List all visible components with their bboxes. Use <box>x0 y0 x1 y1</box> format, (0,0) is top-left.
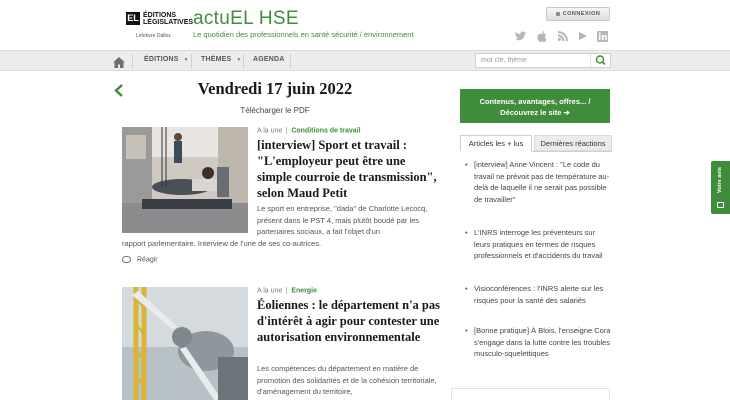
react-label: Réagir <box>137 256 158 264</box>
brand-title[interactable]: actuEL HSE <box>193 8 299 29</box>
sidebar-tabs <box>460 135 612 151</box>
article-image[interactable] <box>122 127 248 233</box>
article-section: A la une <box>257 287 283 295</box>
nav-editions[interactable] <box>144 56 189 63</box>
meta-divider <box>286 287 287 294</box>
nav-editions-label: ÉDITIONS <box>144 56 179 63</box>
home-icon[interactable] <box>113 55 125 66</box>
tab-latest-reactions[interactable]: Dernières réactions <box>534 135 612 151</box>
list-item[interactable]: • L'INRS interroge les préventeurs sur leurs pratiques en termes de risques professionnels et d'accidents du travail <box>462 227 612 262</box>
nav-agenda[interactable]: AGENDA <box>253 56 285 63</box>
logo-line-2: LÉGISLATIVES <box>143 19 194 26</box>
previous-day-arrow-icon[interactable] <box>114 84 124 97</box>
article-excerpt: Le sport en entreprise, "dada" de Charlotte Lecocq, présent dans le PST 4, mais plutôt boudé par les partenaires sociaux, a fait l'objet d'un <box>257 204 428 236</box>
nav-divider <box>243 54 244 68</box>
article-card <box>122 287 442 400</box>
article-card <box>122 127 442 267</box>
search-button[interactable] <box>590 54 610 67</box>
meta-divider <box>286 127 287 134</box>
brand-subtitle: Le quotidien des professionnels en santé sécurité / environnement <box>193 30 414 39</box>
main-nav <box>0 50 730 71</box>
article-image[interactable] <box>122 287 248 400</box>
logo-text <box>143 12 193 26</box>
login-button[interactable] <box>546 7 610 21</box>
feedback-label: Votre avis <box>717 167 723 193</box>
list-item[interactable]: • [Bonne pratique] À Blois, l'enseigne Cora s'engage dans la lutte contre les troubles musculo-squelettiques <box>462 325 612 360</box>
article-category[interactable]: Energie <box>291 287 317 295</box>
apple-icon[interactable] <box>536 31 547 42</box>
tab-most-read[interactable]: Articles les + lus <box>460 135 532 151</box>
site-header <box>0 0 730 50</box>
article-meta <box>257 127 361 134</box>
react-link[interactable] <box>122 256 158 263</box>
article-category[interactable]: Conditions de travail <box>291 127 361 135</box>
cta-line-1: Contenus, avantages, offres... / <box>479 97 591 106</box>
nav-divider <box>290 54 291 68</box>
twitter-icon[interactable] <box>515 31 526 42</box>
nav-divider <box>132 54 133 68</box>
nav-divider <box>191 54 192 68</box>
feedback-tab[interactable] <box>711 161 730 214</box>
list-item[interactable]: • Visioconférences : l'INRS alerte sur les risques pour la santé des salariés <box>462 283 612 306</box>
tab-underline <box>532 151 612 152</box>
logo-mark: EL <box>127 13 139 23</box>
comment-icon <box>122 256 131 263</box>
cta-line-2-label: Découvrez le site <box>500 108 562 117</box>
publisher-logo[interactable] <box>124 10 194 42</box>
logo-line-1: ÉDITIONS <box>143 12 177 19</box>
page-title: Vendredi 17 juin 2022 <box>197 79 353 98</box>
article-section: A la une <box>257 127 283 135</box>
article-excerpt-end: rapport parlementaire. Interview de l'une de ses co-autrices. <box>122 239 322 248</box>
chevron-down-icon: ▼ <box>183 57 189 63</box>
login-icon <box>556 12 560 16</box>
android-icon[interactable] <box>577 31 588 42</box>
article-meta <box>257 287 317 294</box>
nav-themes-label: THÈMES <box>201 56 232 63</box>
cta-line-2 <box>460 107 610 118</box>
discover-site-button[interactable] <box>460 89 610 123</box>
search-box <box>475 53 611 68</box>
article-title[interactable]: Éoliennes : le département n'a pas d'intérêt à agir pour contester une autorisation environnementale <box>257 298 440 344</box>
search-input[interactable] <box>476 54 590 67</box>
linkedin-icon[interactable] <box>597 31 608 42</box>
rss-icon[interactable] <box>557 31 568 42</box>
feedback-icon <box>717 202 724 208</box>
login-label: CONNEXION <box>562 11 601 17</box>
nav-themes[interactable] <box>201 56 242 63</box>
arrow-right-icon: ➔ <box>563 108 570 117</box>
logo-subtitle: Lefebvre Dalloz <box>136 33 171 39</box>
list-item[interactable]: • [interview] Anne Vincent : "Le code du travail ne prévoit pas de température au-delà de laquelle il ne serait pas possible de travailler" <box>462 159 612 205</box>
chevron-down-icon: ▼ <box>236 57 242 63</box>
sidebar-box <box>451 388 610 400</box>
download-pdf-link[interactable]: Télécharger le PDF <box>240 106 310 115</box>
article-title[interactable]: [interview] Sport et travail : "L'employeur peut être une simple courroie de transmission", selon Maud Petit <box>257 138 437 200</box>
article-excerpt: Les compétences du département en matière de promotion des solidarités et de la cohésion territoriale, d'aménagement du territoire, <box>257 364 437 396</box>
